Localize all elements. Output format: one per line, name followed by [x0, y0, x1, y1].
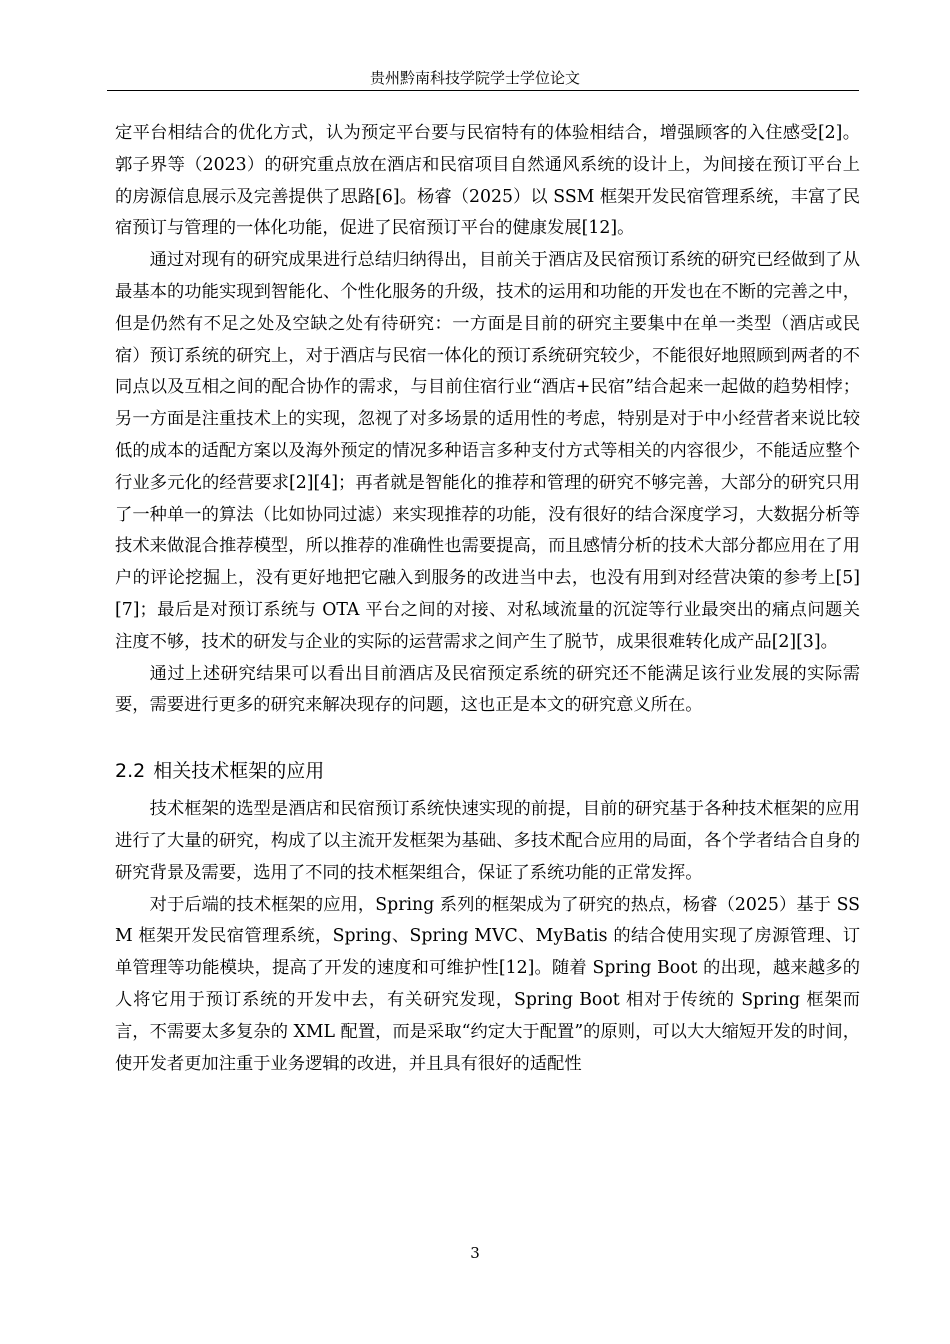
- section-title: 相关技术框架的应用: [153, 760, 325, 783]
- section-heading: [115, 754, 860, 788]
- paragraph-framework-selection: 技术框架的选型是酒店和民宿预订系统快速实现的前提，目前的研究基于各种技术框架的应用进行了大量的研究，构成了以主流开发框架为基础、多技术配合应用的局面，各个学者结合自身的研究背景及需要，选用了不同的技术框架组合，保证了系统功能的正常发挥。: [115, 799, 860, 883]
- header-rule: [107, 90, 859, 91]
- page-body: [115, 118, 860, 1080]
- paragraph-research-significance: 通过上述研究结果可以看出目前酒店及民宿预定系统的研究还不能满足该行业发展的实际需要，需要进行更多的研究来解决现存的问题，这也正是本文的研究意义所在。: [115, 663, 860, 716]
- paragraph-continuation: 定平台相结合的优化方式，认为预定平台要与民宿特有的体验相结合，增强顾客的入住感受[2]。郭子界等（2023）的研究重点放在酒店和民宿项目自然通风系统的设计上，为间接在预订平台上的房源信息展示及完善提供了思路[6]。杨睿（2025）以 SSM 框架开发民宿管理系统，丰富了民宿预订与管理的一体化功能，促进了民宿预订平台的健康发展[12]。: [115, 123, 860, 239]
- paragraph-backend-frameworks: 对于后端的技术框架的应用，Spring 系列的框架成为了研究的热点，杨睿（2025）基于 SSM 框架开发民宿管理系统，Spring、Spring MVC、MyBatis 的结合使用实现了房源管理、订单管理等功能模块，提高了开发的速度和可维护性[12]。随着 Spring Boot 的出现，越来越多的人将它用于预订系统的开发中去，有关研究发现，Spring Boot 相对于传统的 Spring 框架而言，不需要太多复杂的 XML 配置，而是采取“约定大于配置”的原则，可以大大缩短开发的时间，使开发者更加注重于业务逻辑的改进，并且具有很好的适配性: [115, 894, 860, 1074]
- section-number: 2.2: [115, 760, 146, 783]
- page-number: 3: [470, 1244, 480, 1262]
- running-header: 贵州黔南科技学院学士学位论文: [369, 69, 580, 87]
- paragraph-research-gaps: 通过对现有的研究成果进行总结归纳得出，目前关于酒店及民宿预订系统的研究已经做到了从最基本的功能实现到智能化、个性化服务的升级，技术的运用和功能的开发也在不断的完善之中，但是仍然有不足之处及空缺之处有待研究：一方面是目前的研究主要集中在单一类型（酒店或民宿）预订系统的研究上，对于酒店与民宿一体化的预订系统研究较少，不能很好地照顾到两者的不同点以及互相之间的配合协作的需求，与目前住宿行业“酒店+民宿”结合起来一起做的趋势相悖；另一方面是注重技术上的实现，忽视了对多场景的适用性的考虑，特别是对于中小经营者来说比较低的成本的适配方案以及海外预定的情况多种语言多种支付方式等相关的内容很少，不能适应整个行业多元化的经营要求[2][4]；再者就是智能化的推荐和管理的研究不够完善，大部分的研究只用了一种单一的算法（比如协同过滤）来实现推荐的功能，没有很好的结合深度学习，大数据分析等技术来做混合推荐模型，所以推荐的准确性也需要提高，而且感情分析的技术大部分都应用在了用户的评论挖掘上，没有更好地把它融入到服务的改进当中去，也没有用到对经营决策的参考上[5][7]；最后是对预订系统与 OTA 平台之间的对接、对私域流量的沉淀等行业最突出的痛点问题关注度不够，技术的研发与企业的实际的运营需求之间产生了脱节，成果很难转化成产品[2][3]。: [115, 250, 860, 652]
